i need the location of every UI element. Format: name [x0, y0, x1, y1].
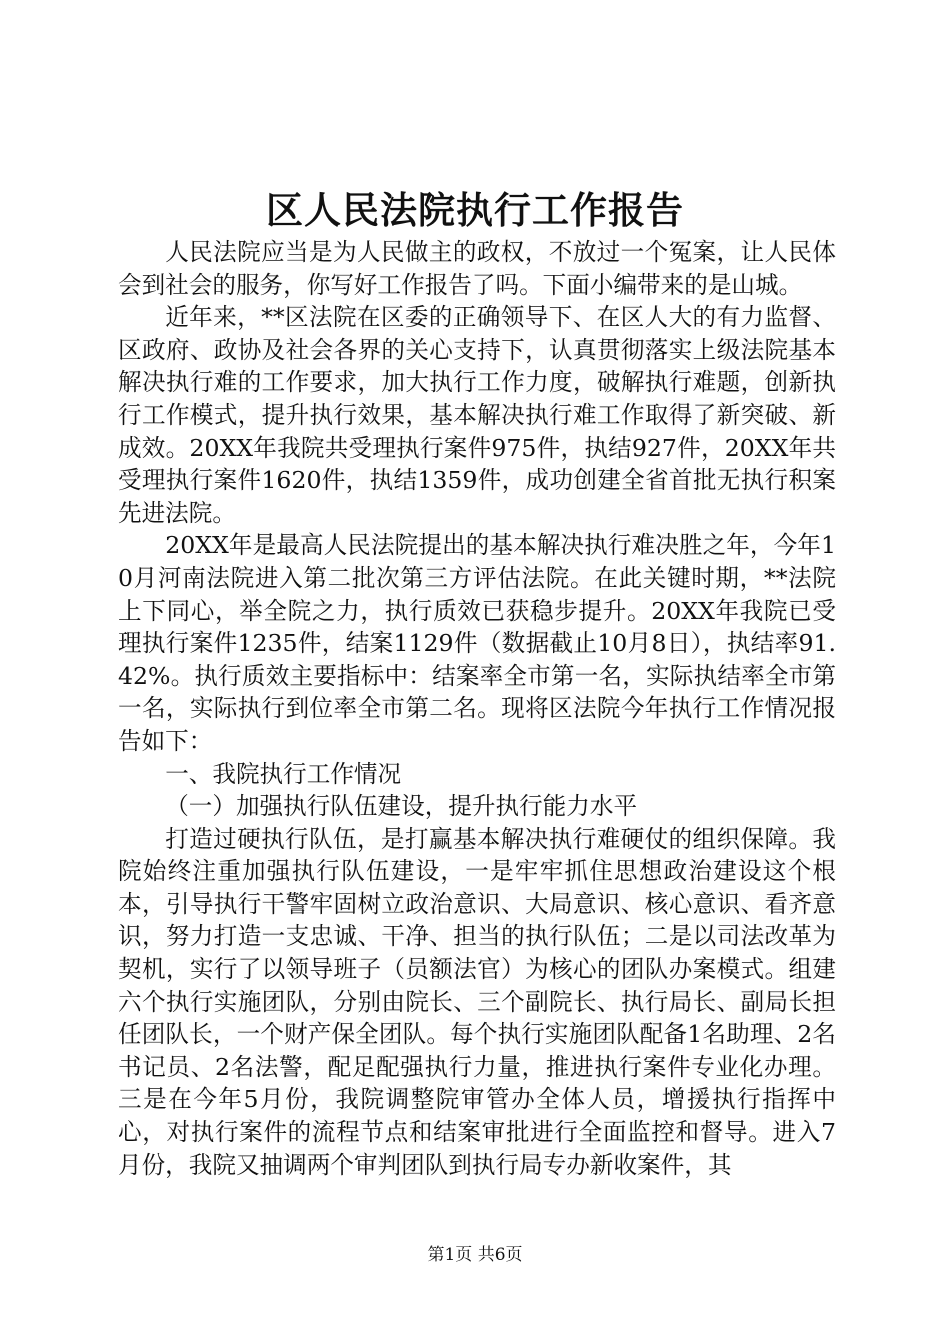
overview-paragraph: 近年来，**区法院在区委的正确领导下、在区人大的有力监督、区政府、政协及社会各界的关心支持下，认真贯彻落实上级法院基本解决执行难的工作要求，加大执行工作力度，破解执行难题，创新执行工作模式，提升执行效果，基本解决执行难工作取得了新突破、新成效。20XX年我院共受理执行案件975件，执结927件，20XX年共受理执行案件1620件，执结1359件，成功创建全省首批无执行积案先进法院。	[118, 303, 836, 527]
document-title: 区人民法院执行工作报告	[266, 188, 684, 232]
team-building-paragraph: 打造过硬执行队伍，是打赢基本解决执行难硬仗的组织保障。我院始终注重加强执行队伍建设，一是牢牢抓住思想政治建设这个根本，引导执行干警牢固树立政治意识、大局意识、核心意识、看齐意识，努力打造一支忠诚、干净、担当的执行队伍；二是以司法改革为契机，实行了以领导班子（员额法官）为核心的团队办案模式。组建六个执行实施团队，分别由院长、三个副院长、执行局长、副局长担任团队长，一个财产保全团队。每个执行实施团队配备1名助理、2名书记员、2名法警，配足配强执行力量，推进执行案件专业化办理。三是在今年5月份，我院调整院审管办全体人员，增援执行指挥中心，对执行案件的流程节点和结案审批进行全面监控和督导。进入7月份，我院又抽调两个审判团队到执行局专办新收案件，其	[118, 824, 836, 1179]
section-heading: 一、我院执行工作情况	[165, 759, 402, 788]
page-number: 第1页 共6页	[427, 1245, 523, 1265]
document-body	[118, 236, 836, 1181]
intro-paragraph: 人民法院应当是为人民做主的政权，不放过一个冤案，让人民体会到社会的服务，你写好工作报告了吗。下面小编带来的是山城。	[118, 238, 836, 299]
summary-paragraph: 20XX年是最高人民法院提出的基本解决执行难决胜之年，今年10月河南法院进入第二批次第三方评估法院。在此关键时期，**法院上下同心，举全院之力，执行质效已获稳步提升。20XX年我院已受理执行案件1235件，结案1129件（数据截止10月8日），执结率91.42%。执行质效主要指标中：结案率全市第一名，实际执结率全市第一名，实际执行到位率全市第二名。现将区法院今年执行工作情况报告如下：	[118, 531, 836, 755]
subsection-heading: （一）加强执行队伍建设，提升执行能力水平	[165, 792, 638, 821]
